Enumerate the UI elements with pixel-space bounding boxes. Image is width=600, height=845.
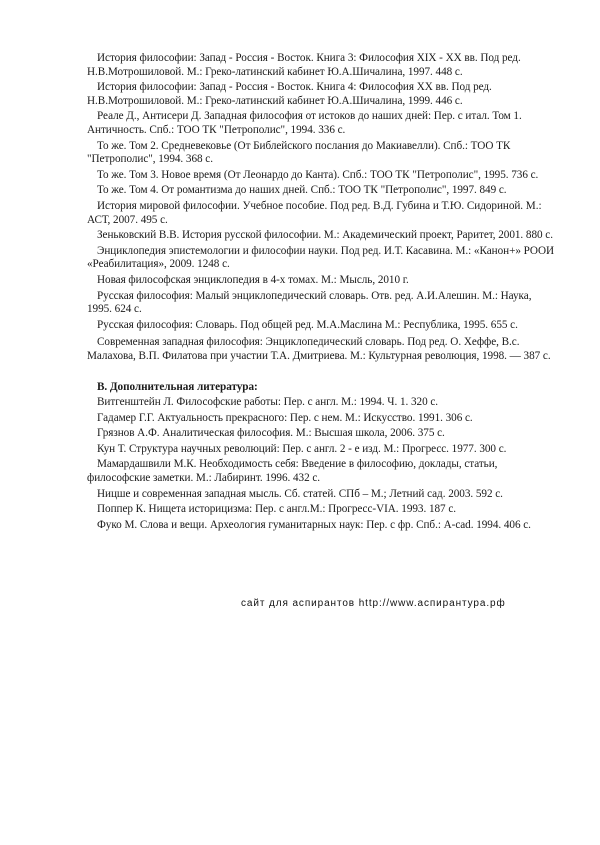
reference-entry: История философии: Запад - Россия - Восток. Книга 4: Философия XX вв. Под ред. Н.В.Мотрошиловой. М.: Греко-латинский кабинет Ю.А.Шичалина, 1999. 446 с. <box>87 81 492 107</box>
reference-entry: История философии: Запад - Россия - Восток. Книга 3: Философия XIX - XX вв. Под ред. Н.В.Мотрошиловой. М.: Греко-латинский кабинет Ю.А.Шичалина, 1997. 448 с. <box>87 52 521 78</box>
additional-reference-entry: Гадамер Г.Г. Актуальность прекрасного: Пер. с нем. М.: Искусство. 1991. 306 с. <box>97 411 473 424</box>
bibliography-content <box>87 52 557 534</box>
reference-entry: Новая философская энциклопедия в 4-х томах. М.: Мысль, 2010 г. <box>97 273 409 286</box>
reference-entry: То же. Том 4. От романтизма до наших дней. Спб.: ТОО ТК "Петрополис", 1997. 849 с. <box>97 184 507 197</box>
additional-reference-entry: Мамардашвили М.К. Необходимость себя: Введение в философию, доклады, статьи, философские заметки. М.: Лабиринт. 1996. 432 с. <box>87 458 498 485</box>
reference-entry: История мировой философии. Учебное пособие. Под ред. В.Д. Губина и Т.Ю. Сидориной. М.: АСТ, 2007. 495 с. <box>87 199 542 226</box>
additional-literature-heading: В. Дополнительная литература: <box>97 381 258 394</box>
additional-reference-entry: Поппер К. Нищета историцизма: Пер. с англ.М.: Прогресс-VIA. 1993. 187 с. <box>97 503 457 516</box>
reference-entry: Русская философия: Малый энциклопедический словарь. Отв. ред. А.И.Алешин. М.: Наука, 1995. 624 с. <box>87 289 532 316</box>
reference-entry: Зеньковский В.В. История русской философии. М.: Академический проект, Раритет, 2001. 880 с. <box>97 229 553 242</box>
additional-reference-entry: Грязнов А.Ф. Аналитическая философия. М.: Высшая школа, 2006. 375 с. <box>97 427 445 440</box>
additional-reference-entry: Кун Т. Структура научных революций: Пер. с англ. 2 - е изд. М.: Прогресс. 1977. 300 с. <box>97 442 507 455</box>
reference-entry: Русская философия: Словарь. Под общей ред. М.А.Маслина М.: Республика, 1995. 655 с. <box>97 318 518 331</box>
additional-reference-entry: Ницше и современная западная мысль. Сб. статей. СПб – М.; Летний сад. 2003. 592 с. <box>97 487 503 500</box>
site-footer-text: сайт для аспирантов http://www.аспирантура.рф <box>241 598 506 609</box>
reference-entry: Современная западная философия: Энциклопедический словарь. Под ред. О. Хеффе, В.с. Малахова, В.П. Филатова при участии Т.А. Дмитриева. М.: Культурная революция, 1998. — 387 с. <box>87 336 551 362</box>
reference-entry: То же. Том 3. Новое время (От Леонардо до Канта). Спб.: ТОО ТК "Петрополис", 1995. 736 с. <box>97 168 539 181</box>
additional-reference-entry: Фуко М. Слова и вещи. Археология гуманитарных наук: Пер. с фр. Спб.: А-cad. 1994. 406 с. <box>97 518 531 531</box>
reference-entry: Реале Д., Антисери Д. Западная философия от истоков до наших дней: Пер. с итал. Том 1. Античность. Спб.: ТОО ТК "Петрополис", 1994. 336 с. <box>87 110 522 136</box>
reference-entry: Энциклопедия эпистемологии и философии науки. Под ред. И.Т. Касавина. М.: «Канон+» РООИ «Реабилитация», 2009. 1248 с. <box>87 244 555 271</box>
reference-entry: То же. Том 2. Средневековье (От Библейского послания до Макиавелли). Спб.: ТОО ТК "Петрополис", 1994. 368 с. <box>87 139 511 166</box>
additional-reference-entry: Витгенштейн Л. Философские работы: Пер. с англ. М.: 1994. Ч. 1. 320 с. <box>97 396 439 409</box>
